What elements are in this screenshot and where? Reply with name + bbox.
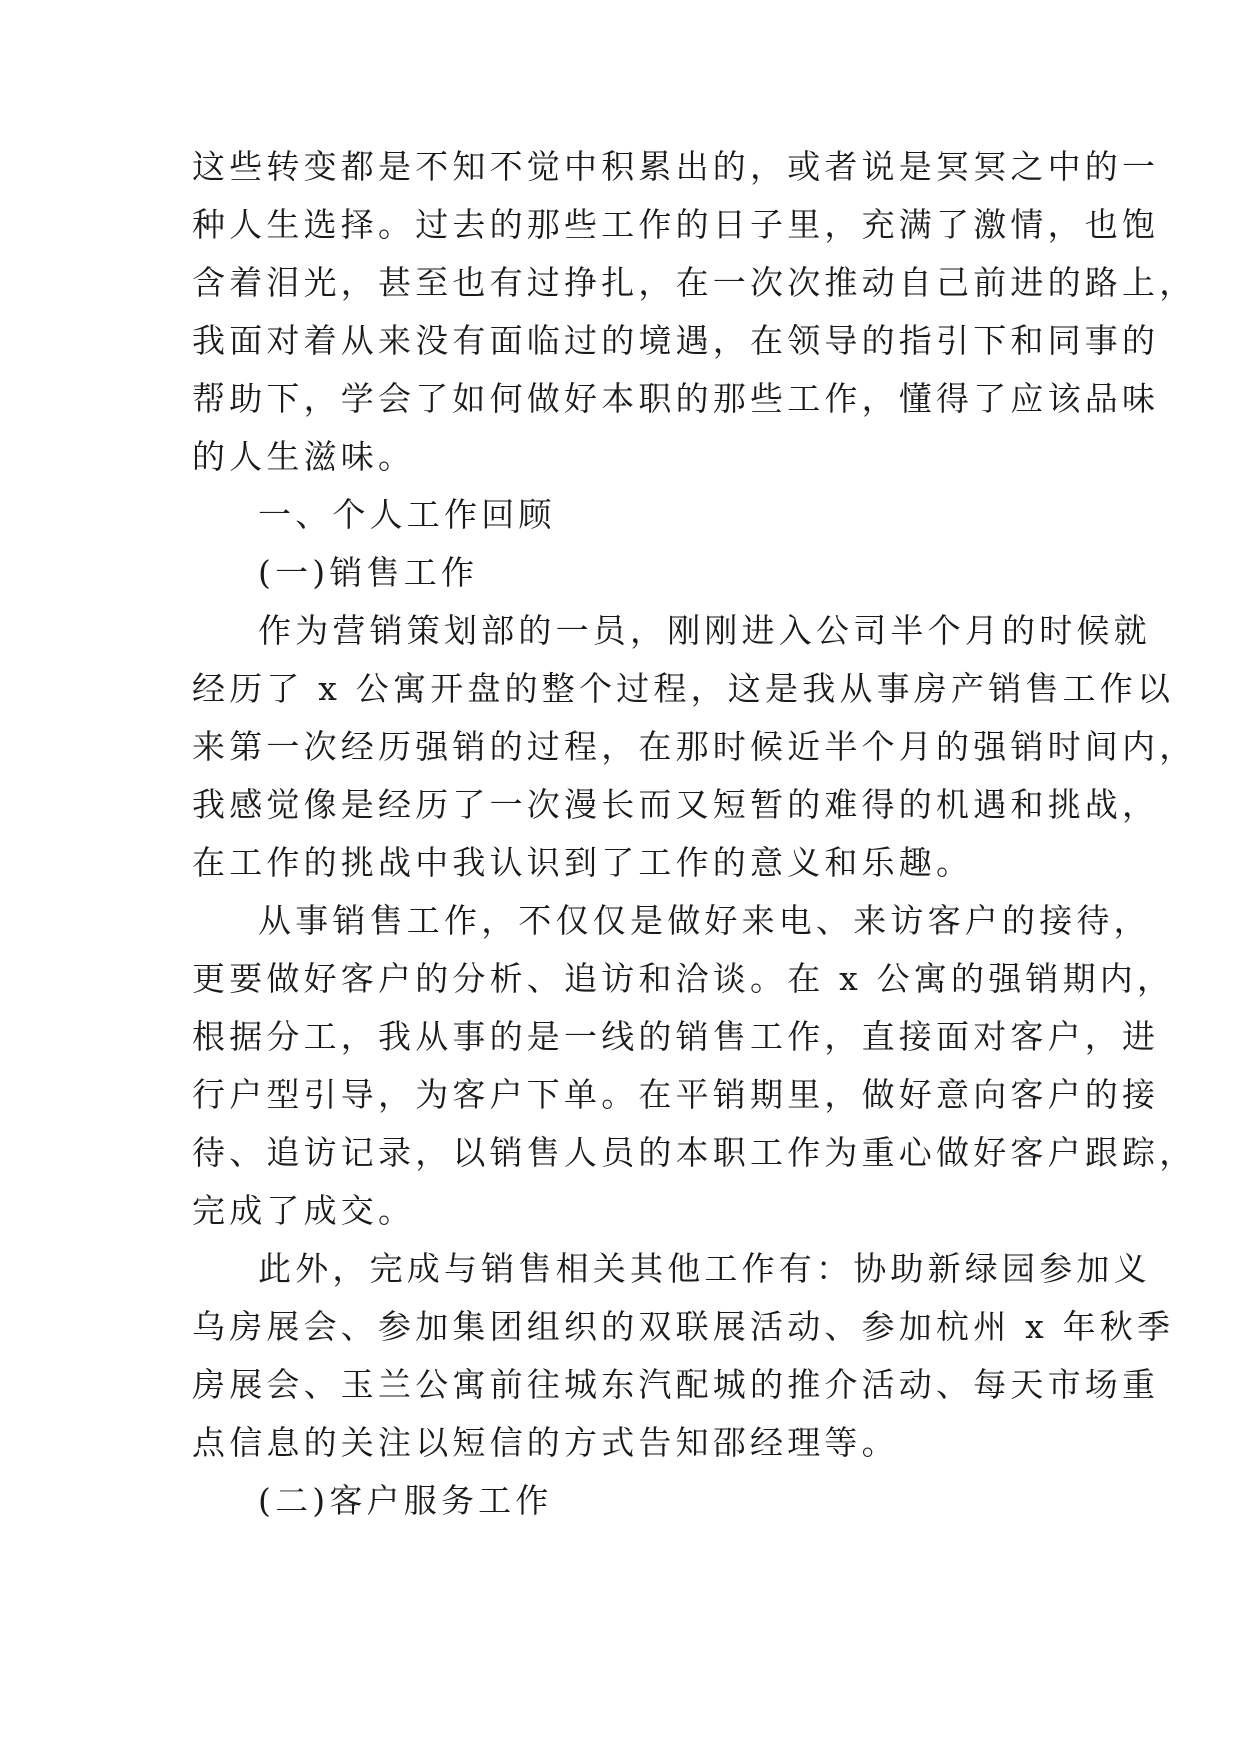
paragraph-line: 来第一次经历强销的过程，在那时候近半个月的强销时间内，	[192, 727, 1197, 766]
section-heading: 一、个人工作回顾	[258, 495, 556, 534]
subsection-heading: (二)客户服务工作	[258, 1481, 553, 1520]
paragraph-line: 房展会、玉兰公寓前往城东汽配城的推介活动、每天市场重	[192, 1365, 1160, 1404]
document-body	[192, 138, 1197, 1530]
paragraph-line: 完成了成交。	[192, 1191, 416, 1230]
paragraph-line: 在工作的挑战中我认识到了工作的意义和乐趣。	[192, 843, 974, 882]
paragraph-line: 更要做好客户的分析、追访和洽谈。在 x 公寓的强销期内，	[192, 959, 1175, 998]
subsection-heading: (一)销售工作	[258, 553, 479, 592]
paragraph-line: 我感觉像是经历了一次漫长而又短暂的难得的机遇和挑战，	[192, 785, 1160, 824]
paragraph-line: 从事销售工作，不仅仅是做好来电、来访客户的接待，	[258, 901, 1151, 940]
paragraph-line: 种人生选择。过去的那些工作的日子里，充满了激情，也饱	[192, 205, 1160, 244]
paragraph-line: 我面对着从来没有面临过的境遇，在领导的指引下和同事的	[192, 321, 1160, 360]
paragraph-line: 根据分工，我从事的是一线的销售工作，直接面对客户，进	[192, 1017, 1160, 1056]
paragraph-line: 待、追访记录，以销售人员的本职工作为重心做好客户跟踪，	[192, 1133, 1197, 1172]
paragraph-line: 帮助下，学会了如何做好本职的那些工作，懂得了应该品味	[192, 379, 1160, 418]
paragraph-line: 行户型引导，为客户下单。在平销期里，做好意向客户的接	[192, 1075, 1160, 1114]
paragraph-line: 点信息的关注以短信的方式告知邵经理等。	[192, 1423, 899, 1462]
paragraph-line: 这些转变都是不知不觉中积累出的，或者说是冥冥之中的一	[192, 147, 1160, 186]
paragraph-line: 作为营销策划部的一员，刚刚进入公司半个月的时候就	[258, 611, 1151, 650]
paragraph-line: 含着泪光，甚至也有过挣扎，在一次次推动自己前进的路上，	[192, 263, 1197, 302]
paragraph-line: 经历了 x 公寓开盘的整个过程，这是我从事房产销售工作以	[192, 669, 1175, 708]
paragraph-line: 此外，完成与销售相关其他工作有：协助新绿园参加义	[258, 1249, 1151, 1288]
paragraph-line: 的人生滋味。	[192, 437, 416, 476]
paragraph-line: 乌房展会、参加集团组织的双联展活动、参加杭州 x 年秋季	[192, 1307, 1175, 1346]
